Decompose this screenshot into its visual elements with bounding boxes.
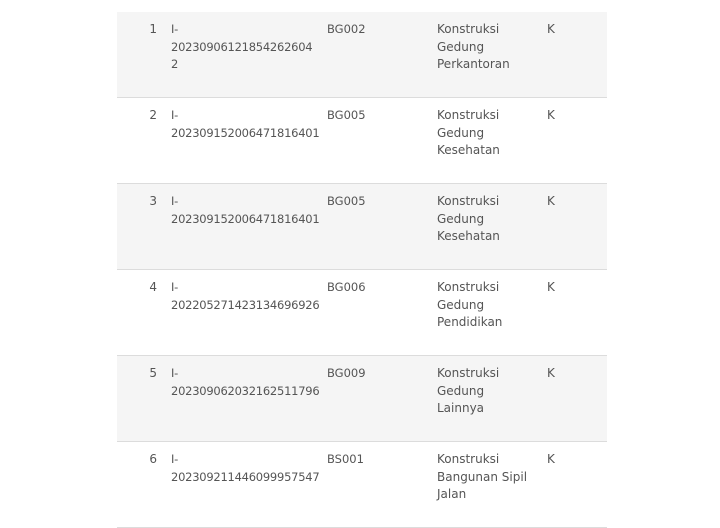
row-number: 2 <box>149 108 157 122</box>
description-line: Konstruksi <box>437 280 500 294</box>
row-number: 5 <box>149 366 157 380</box>
row-number: 4 <box>149 280 157 294</box>
description-cell <box>437 193 533 246</box>
table-row <box>117 442 607 528</box>
row-number: 3 <box>149 194 157 208</box>
data-table <box>117 12 607 528</box>
id-cell <box>171 451 319 486</box>
description-line: Gedung <box>437 39 485 54</box>
description-line: Konstruksi <box>437 452 500 466</box>
id-number: 202309062032162511796 <box>171 383 320 398</box>
k-cell: K <box>547 452 555 466</box>
code-cell: BG005 <box>327 194 366 208</box>
description-cell <box>437 451 533 504</box>
k-cell: K <box>547 194 555 208</box>
description-line: Gedung <box>437 211 485 226</box>
description-line: Kesehatan <box>437 143 500 157</box>
description-line: Gedung <box>437 125 485 140</box>
description-cell <box>437 279 533 332</box>
id-prefix: I- <box>171 108 179 122</box>
description-line: Bangunan Sipil <box>437 469 528 484</box>
id-prefix: I- <box>171 22 179 36</box>
code-cell: BG006 <box>327 280 366 294</box>
description-line: Gedung Lainnya <box>437 383 485 415</box>
description-line: Konstruksi <box>437 108 500 122</box>
id-cell <box>171 279 319 314</box>
description-line: Konstruksi <box>437 22 500 36</box>
id-prefix: I- <box>171 280 179 294</box>
k-cell: K <box>547 366 555 380</box>
description-cell <box>437 365 533 418</box>
table-row <box>117 12 607 98</box>
description-line: Kesehatan <box>437 229 500 243</box>
description-line: Gedung <box>437 297 485 312</box>
code-cell: BG009 <box>327 366 366 380</box>
id-prefix: I- <box>171 366 179 380</box>
description-cell <box>437 21 533 74</box>
id-number: 202205271423134696926 <box>171 297 320 312</box>
code-cell: BG002 <box>327 22 366 36</box>
description-line: Konstruksi <box>437 366 500 380</box>
row-number: 1 <box>149 22 157 36</box>
id-number: 20230906121854262604​2 <box>171 39 313 71</box>
code-cell: BS001 <box>327 452 364 466</box>
row-number: 6 <box>149 452 157 466</box>
id-cell <box>171 107 319 142</box>
code-cell: BG005 <box>327 108 366 122</box>
description-cell <box>437 107 533 160</box>
description-line: Perkantoran <box>437 57 510 71</box>
description-line: Pendidikan <box>437 315 503 329</box>
id-cell <box>171 193 319 228</box>
id-cell <box>171 365 319 400</box>
table-row <box>117 270 607 356</box>
description-line: Jalan <box>437 487 467 501</box>
k-cell: K <box>547 280 555 294</box>
k-cell: K <box>547 22 555 36</box>
id-prefix: I- <box>171 194 179 208</box>
k-cell: K <box>547 108 555 122</box>
id-cell <box>171 21 319 74</box>
table-row <box>117 98 607 184</box>
id-number: 202309152006471816401 <box>171 125 320 140</box>
table-row <box>117 356 607 442</box>
id-number: 202309211446099957547 <box>171 469 320 484</box>
description-line: Konstruksi <box>437 194 500 208</box>
id-prefix: I- <box>171 452 179 466</box>
id-number: 202309152006471816401 <box>171 211 320 226</box>
table-row <box>117 184 607 270</box>
